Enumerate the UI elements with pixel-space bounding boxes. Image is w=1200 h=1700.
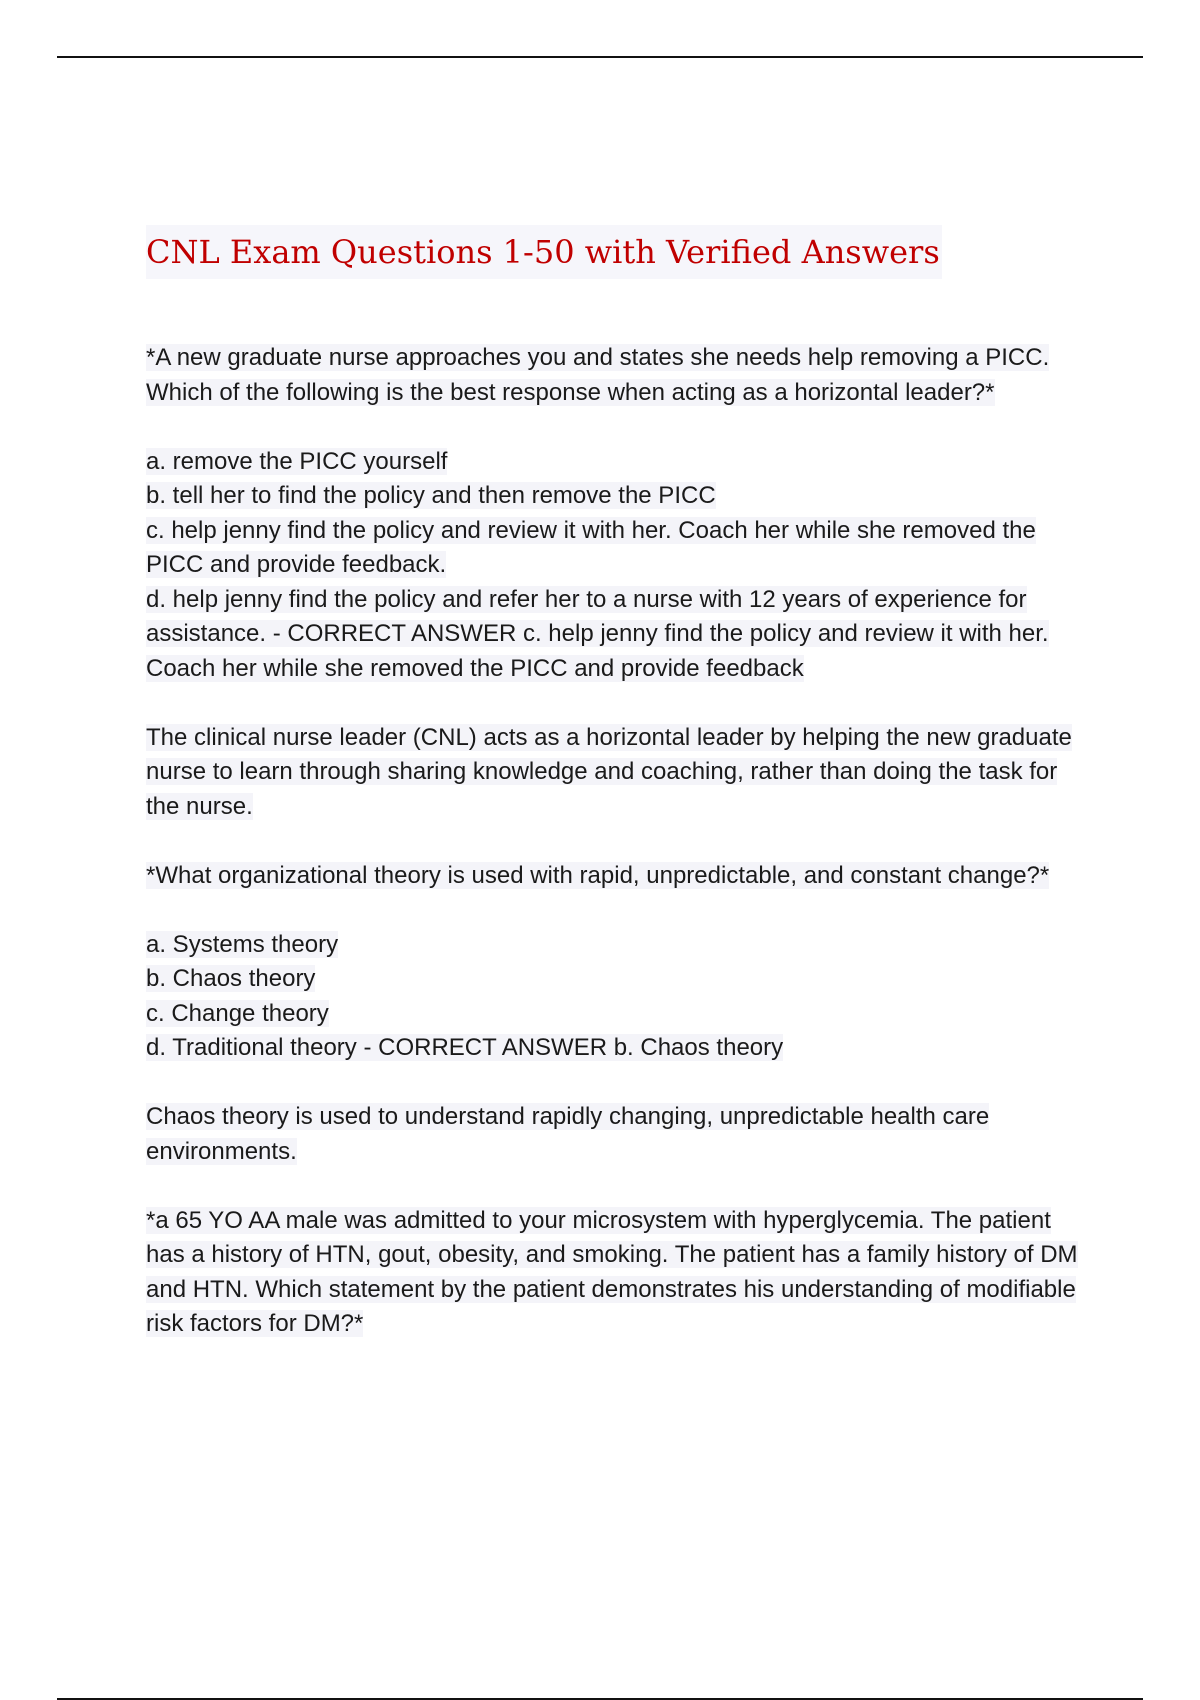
option-c: c. Change theory bbox=[146, 999, 329, 1027]
option-c: c. help jenny find the policy and review it with her. Coach her while she removed the PICC and provide feedback. bbox=[146, 516, 1036, 578]
question-1 bbox=[146, 341, 1086, 410]
top-rule bbox=[57, 56, 1143, 58]
question-2-explanation bbox=[146, 1100, 1086, 1169]
option-a: a. remove the PICC yourself bbox=[146, 447, 448, 475]
question-2-text: *What organizational theory is used with rapid, unpredictable, and constant change?* bbox=[146, 861, 1050, 889]
explanation-text: Chaos theory is used to understand rapidly changing, unpredictable health care environments. bbox=[146, 1103, 990, 1165]
explanation-text: The clinical nurse leader (CNL) acts as a horizontal leader by helping the new graduate nurse to learn through sharing knowledge and coaching, rather than doing the task for the nurse. bbox=[146, 723, 1072, 820]
option-d-with-answer: d. help jenny find the policy and refer her to a nurse with 12 years of experience for assistance. - CORRECT ANSWER c. help jenny find the policy and review it with her. Coach her while she removed the PICC and provide feedback bbox=[146, 585, 1049, 682]
question-1-text: *A new graduate nurse approaches you and states she needs help removing a PICC. Which of the following is the best response when acting as a horizontal leader?* bbox=[146, 344, 1050, 406]
option-a: a. Systems theory bbox=[146, 930, 339, 958]
question-2-options bbox=[146, 928, 1086, 1066]
option-b: b. Chaos theory bbox=[146, 965, 316, 992]
question-1-explanation bbox=[146, 721, 1086, 825]
question-2 bbox=[146, 859, 1086, 894]
question-1-options bbox=[146, 445, 1086, 687]
document-body bbox=[146, 225, 1086, 1342]
option-d-with-answer: d. Traditional theory - CORRECT ANSWER b. Chaos theory bbox=[146, 1034, 784, 1061]
option-b: b. tell her to find the policy and then remove the PICC bbox=[146, 482, 716, 509]
document-title: CNL Exam Questions 1-50 with Verified Answers bbox=[146, 225, 942, 279]
question-3-text: *a 65 YO AA male was admitted to your microsystem with hyperglycemia. The patient has a history of HTN, gout, obesity, and smoking. The patient has a family history of DM and HTN. Which statement by the patient demonstrates his understanding of modifiable risk factors for DM?* bbox=[146, 1206, 1078, 1337]
question-3 bbox=[146, 1204, 1086, 1342]
